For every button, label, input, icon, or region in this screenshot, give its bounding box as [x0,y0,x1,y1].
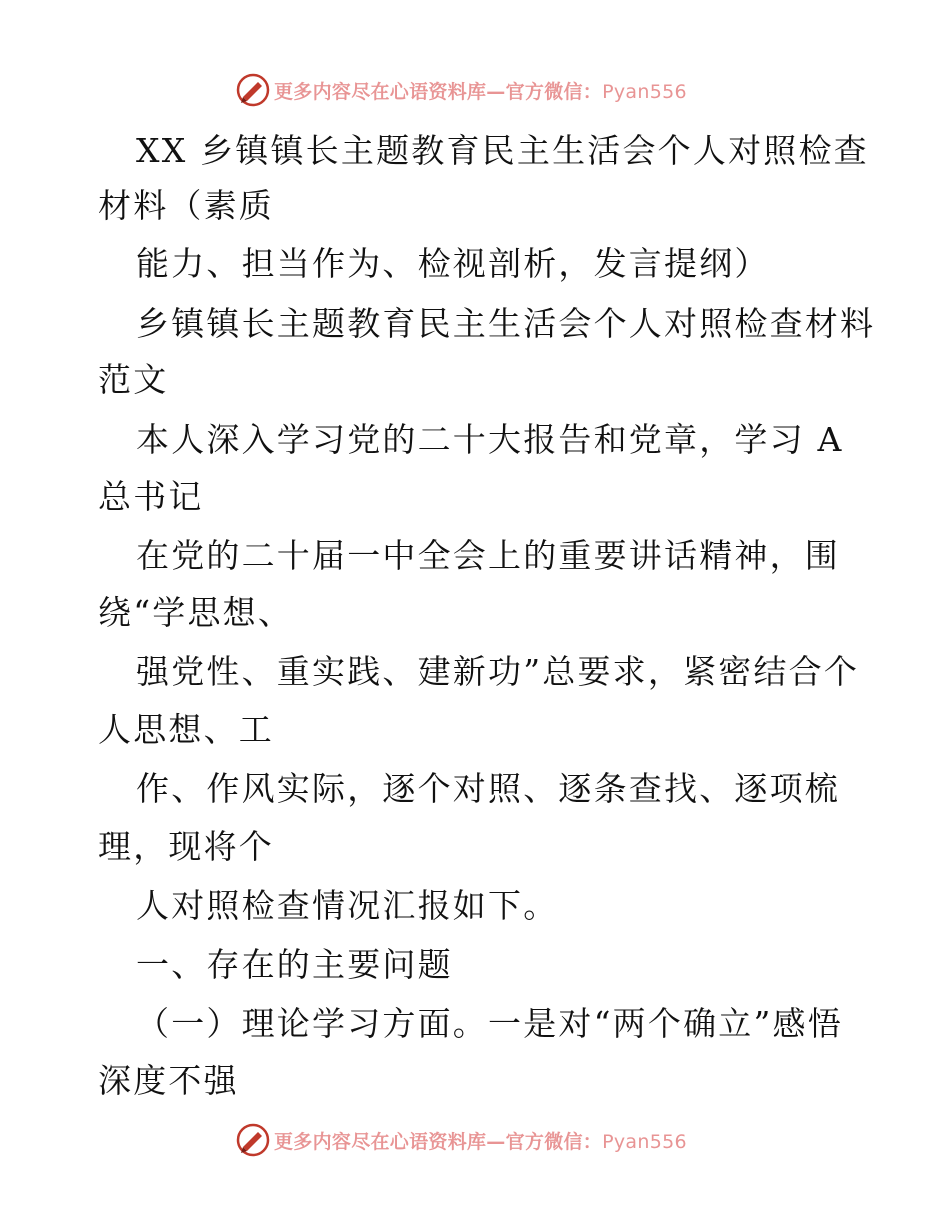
banner-text: 更多内容尽在心语资料库—官方微信：Pyan556 [274,80,687,103]
paragraph-line: 理，现将个 [98,827,274,866]
pen-logo-icon [236,1123,270,1157]
header-banner [236,72,687,108]
paragraph-line: 总书记 [98,477,204,516]
title-line: 能力、担当作为、检视剖析，发言提纲） [136,244,770,283]
paragraph-line: 本人深入学习党的二十大报告和党章，学习 A [136,420,844,459]
pen-logo-icon [236,73,270,107]
wechat-id: Pyan556 [602,1130,687,1153]
wechat-id: Pyan556 [602,80,687,103]
paragraph-line: 人对照检查情况汇报如下。 [136,886,559,925]
footer-banner [236,1122,687,1158]
paragraph-line: 人思想、工 [98,710,274,749]
paragraph-line: 在党的二十届一中全会上的重要讲话精神，围 [136,536,840,575]
section-heading: 一、存在的主要问题 [136,945,453,984]
paragraph-line: 深度不强 [98,1061,239,1100]
paragraph-line: 绕“学思想、 [98,593,294,632]
banner-text: 更多内容尽在心语资料库—官方微信：Pyan556 [274,1130,687,1153]
subtitle-line: 范文 [98,360,169,399]
title-line: XX 乡镇镇长主题教育民主生活会个人对照检查 [136,131,869,170]
paragraph-line: 强党性、重实践、建新功”总要求，紧密结合个 [136,652,860,691]
title-line: 材料（素质 [98,186,274,225]
paragraph-line: 作、作风实际，逐个对照、逐条查找、逐项梳 [136,769,840,808]
paragraph-line: （一）理论学习方面。一是对“两个确立”感悟 [136,1004,843,1043]
subtitle-line: 乡镇镇长主题教育民主生活会个人对照检查材料 [136,304,876,343]
